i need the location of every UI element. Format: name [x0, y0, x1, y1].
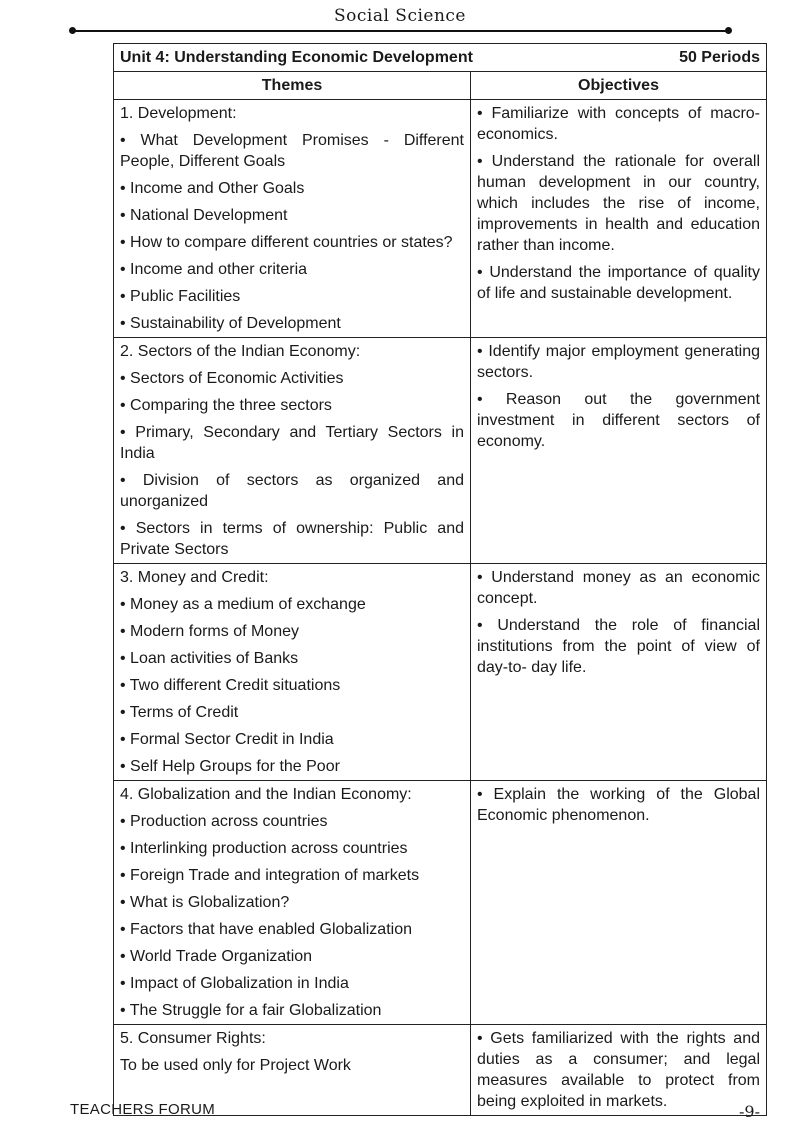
unit-title-row — [114, 44, 767, 72]
objectives-cell — [471, 100, 767, 338]
header-rule — [73, 30, 728, 32]
theme-item: • What Development Promises - Different People, Different Goals — [120, 132, 464, 170]
objective-item: • Explain the working of the Global Economic phenomenon. — [477, 786, 760, 824]
objective-item: • Identify major employment generating sectors. — [477, 343, 760, 381]
running-head-title: Social Science — [333, 6, 466, 26]
theme-item: • Sectors in terms of ownership: Public and Private Sectors — [120, 520, 464, 558]
themes-cell — [114, 781, 471, 1025]
theme-item: • Primary, Secondary and Tertiary Sectors in India — [120, 424, 464, 462]
header-rule-dot-right — [725, 27, 732, 34]
theme-heading: 1. Development: — [120, 105, 237, 122]
column-header-objectives: Objectives — [471, 72, 767, 100]
unit-periods: 50 Periods — [679, 49, 760, 66]
objective-item: • Understand the rationale for overall human development in our country, which includes the rise of income, improvements in health and education rather than income. — [477, 153, 760, 254]
theme-heading: 2. Sectors of the Indian Economy: — [120, 343, 361, 360]
theme-item: • What is Globalization? — [120, 894, 290, 911]
objectives-cell — [471, 1025, 767, 1116]
theme-item: • Division of sectors as organized and unorganized — [120, 472, 464, 510]
syllabus-table — [113, 43, 767, 1116]
theme-item: • Factors that have enabled Globalization — [120, 921, 412, 938]
theme-item: • Interlinking production across countries — [120, 840, 408, 857]
objectives-cell — [471, 564, 767, 781]
objective-item: • Understand the importance of quality of life and sustainable development. — [477, 264, 760, 302]
theme-item: • Money as a medium of exchange — [120, 596, 366, 613]
objective-item: • Gets familiarized with the rights and duties as a consumer; and legal measures available to protect from being exploited in markets. — [477, 1030, 760, 1110]
objective-item: • Understand the role of financial institutions from the point of view of day-to- day life. — [477, 617, 760, 676]
theme-item: • Foreign Trade and integration of markets — [120, 867, 420, 884]
objective-item: • Understand money as an economic concept. — [477, 569, 760, 607]
theme-item: • Public Facilities — [120, 288, 241, 305]
table-row — [114, 564, 767, 781]
theme-item: • Formal Sector Credit in India — [120, 731, 334, 748]
theme-item: • Production across countries — [120, 813, 328, 830]
theme-item: • National Development — [120, 207, 288, 224]
table-row — [114, 781, 767, 1025]
theme-heading: 3. Money and Credit: — [120, 569, 269, 586]
table-row — [114, 100, 767, 338]
theme-item: • Income and other criteria — [120, 261, 308, 278]
themes-cell — [114, 338, 471, 564]
column-header-row — [114, 72, 767, 100]
footer-page-number: -9- — [739, 1102, 760, 1121]
themes-cell — [114, 564, 471, 781]
theme-heading: 4. Globalization and the Indian Economy: — [120, 786, 412, 803]
themes-cell — [114, 100, 471, 338]
theme-item: • Impact of Globalization in India — [120, 975, 349, 992]
theme-item: • World Trade Organization — [120, 948, 313, 965]
theme-item: • Two different Credit situations — [120, 677, 341, 694]
objective-item: • Reason out the government investment in different sectors of economy. — [477, 391, 760, 450]
objectives-cell — [471, 781, 767, 1025]
theme-item: To be used only for Project Work — [120, 1057, 351, 1074]
column-header-themes: Themes — [114, 72, 471, 100]
theme-item: • Loan activities of Banks — [120, 650, 299, 667]
theme-item: • Terms of Credit — [120, 704, 239, 721]
theme-item: • The Struggle for a fair Globalization — [120, 1002, 382, 1019]
theme-item: • Sustainability of Development — [120, 315, 341, 332]
objective-item: • Familiarize with concepts of macro-economics. — [477, 105, 760, 143]
theme-heading: 5. Consumer Rights: — [120, 1030, 266, 1047]
footer-publisher: TEACHERS FORUM — [70, 1101, 216, 1118]
theme-item: • Comparing the three sectors — [120, 397, 332, 414]
table-row — [114, 338, 767, 564]
theme-item: • Self Help Groups for the Poor — [120, 758, 340, 775]
theme-item: • Income and Other Goals — [120, 180, 305, 197]
objectives-cell — [471, 338, 767, 564]
theme-item: • Sectors of Economic Activities — [120, 370, 344, 387]
theme-item: • How to compare different countries or states? — [120, 234, 453, 251]
theme-item: • Modern forms of Money — [120, 623, 299, 640]
unit-title: Unit 4: Understanding Economic Development — [120, 49, 473, 66]
unit-title-cell — [114, 44, 767, 72]
